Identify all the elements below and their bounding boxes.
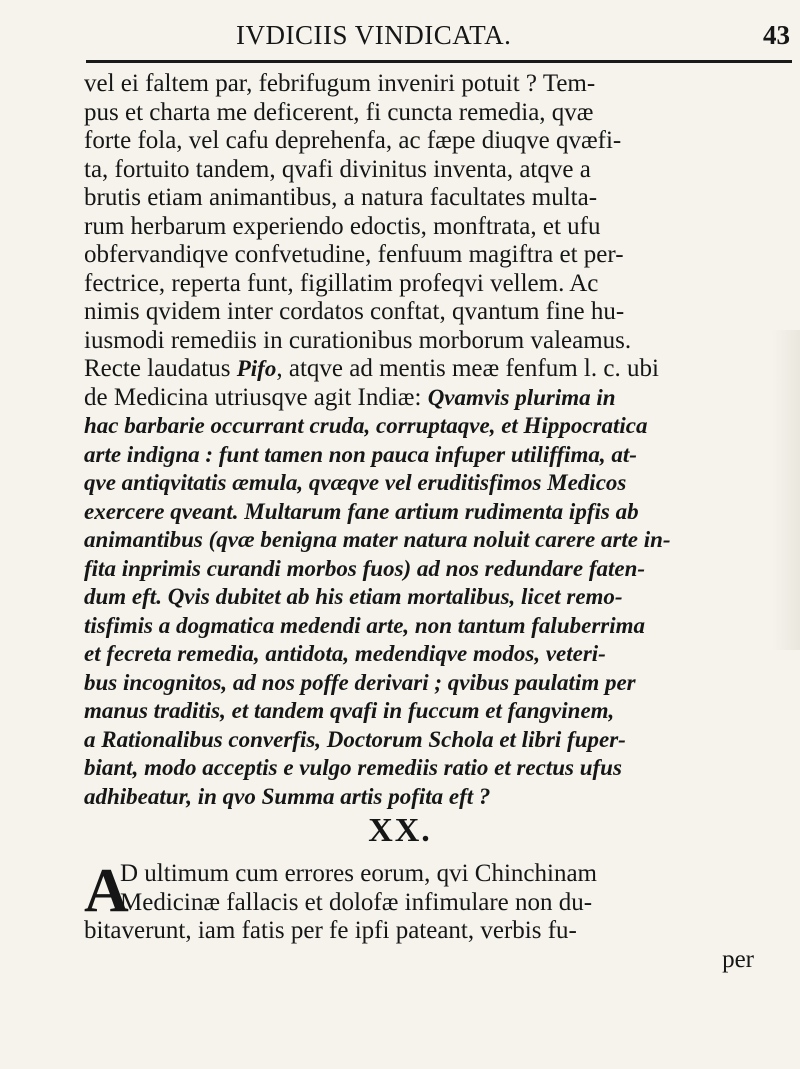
text-line: ta, fortuito tandem, qvafi divinitus inventa, atqve a (84, 155, 591, 183)
text-line: forte fola, vel cafu deprehenfa, ac fæpe diuqve qvæfi- (84, 127, 622, 154)
text-line: pus et charta me deficerent, fi cuncta remedia, qvæ (84, 98, 594, 126)
quotation-line: dum eft. Qvis dubitet ab his etiam mortalibus, licet remo- (84, 584, 623, 609)
text-line: D ultimum cum errores eorum, qvi Chinchinam (120, 860, 597, 887)
quotation-line: fita inprimis curandi morbos fuos) ad nos redundare faten- (84, 555, 646, 581)
quotation-line: animantibus (qvæ benigna mater natura noluit carere arte in- (84, 527, 671, 552)
section-paragraph (84, 857, 794, 974)
page-number: 43 (763, 20, 790, 50)
quotation-line: manus traditis, et tandem qvafi in fuccum et fangvinem, (84, 698, 615, 723)
quotation-line: qve antiqvitatis æmula, qvæqve vel eruditisfimos Medicos (84, 470, 627, 495)
text-line: iusmodi remediis in curationibus morborum valeamus. (84, 326, 632, 354)
section-heading: XX. (368, 812, 432, 849)
roman-text: Recte laudatus (84, 355, 237, 382)
page-header (86, 16, 792, 66)
quotation-line: arte indigna : funt tamen non pauca infuper utiliffima, at- (84, 441, 637, 467)
quotation-line: bus incognitos, ad nos poffe derivari ; qvibus paulatim per (84, 669, 636, 695)
text-line: nimis qvidem inter cordatos conftat, qvantum fine hu- (84, 298, 625, 325)
running-head: IVDICIIS VINDICATA. (236, 20, 512, 50)
text-line: Medicinæ fallacis et dolofæ infimulare non du- (120, 888, 593, 916)
text-line: bitaverunt, iam fatis per fe ipfi pateant, verbis fu- (84, 917, 577, 944)
text-line: brutis etiam animantibus, a natura facultates multa- (84, 184, 598, 211)
quotation-line: adhibeatur, in qvo Summa artis pofita eft ? (84, 783, 491, 809)
quotation-line: tisfimis a dogmatica medendi arte, non tantum faluberrima (84, 612, 645, 638)
text-line-mixed (84, 355, 794, 384)
text-line: vel ei faltem par, febrifugum inveniri potuit ? Tem- (84, 70, 596, 97)
quotation-line: a Rationalibus converfis, Doctorum Schola et libri fuper- (84, 726, 626, 752)
text-line-mixed (84, 384, 794, 413)
quotation-line: biant, modo acceptis e vulgo remediis ratio et rectus ufus (84, 755, 622, 780)
catchword: per (722, 945, 754, 973)
text-line: rum herbarum experiendo edoctis, monftrata, et ufu (84, 212, 601, 240)
quotation-line: hac barbarie occurrant cruda, corruptaqve, et Hippocratica (84, 413, 648, 438)
quotation-line: exercere qveant. Multarum fane artium rudimenta ipfis ab (84, 498, 639, 524)
roman-text: , atqve ad mentis meæ fenfum l. c. ubi (276, 355, 659, 382)
paper-edge-shading (772, 330, 800, 650)
quotation-start: Qvamvis plurima in (427, 384, 616, 410)
roman-text: de Medicina utriusqve agit Indiæ: (84, 383, 428, 411)
text-line: obfervandiqve confvetudine, fenfuum magiftra et per- (84, 241, 624, 268)
header-rule (86, 60, 792, 63)
italic-name: Pifo (236, 356, 277, 381)
main-paragraph (84, 70, 794, 811)
text-line: fectrice, reperta funt, figillatim profeqvi vellem. Ac (84, 269, 599, 297)
drop-cap: A (84, 857, 129, 925)
quotation-line: et fecreta remedia, antidota, medendiqve modos, veteri- (84, 641, 606, 666)
